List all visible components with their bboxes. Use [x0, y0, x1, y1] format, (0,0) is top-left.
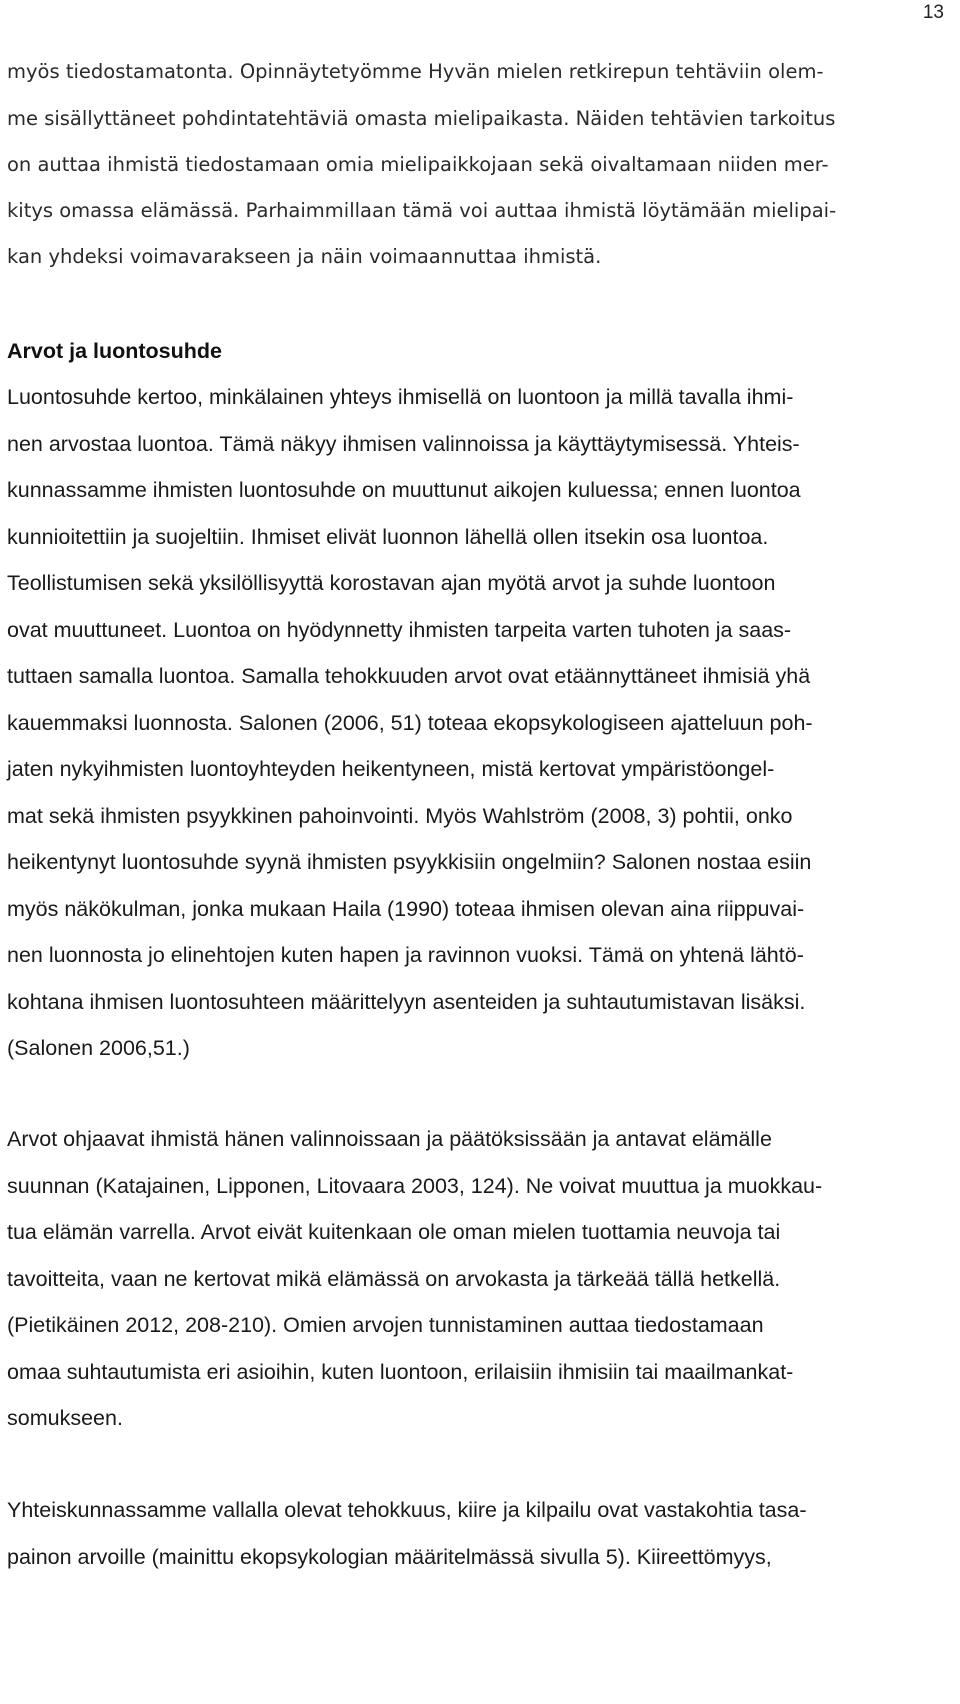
text-line: (Pietikäinen 2012, 208-210). Omien arvojen tunnistaminen auttaa tiedostamaan — [7, 1313, 764, 1337]
page-number: 13 — [922, 2, 944, 23]
text-line: kan yhdeksi voimavarakseen ja näin voimaannuttaa ihmistä. — [7, 245, 602, 268]
text-line: jaten nykyihmisten luontoyhteyden heikentyneen, mistä kertovat ympäristöongel- — [7, 757, 775, 781]
text-line: nen arvostaa luontoa. Tämä näkyy ihmisen valinnoissa ja käyttäytymisessä. Yhteis- — [7, 432, 800, 456]
text-line: on auttaa ihmistä tiedostamaan omia mielipaikkojaan sekä oivaltamaan niiden mer- — [7, 153, 829, 176]
text-line: Arvot ohjaavat ihmistä hänen valinnoissaan ja päätöksissään ja antavat elämälle — [7, 1127, 772, 1151]
text-line: suunnan (Katajainen, Lipponen, Litovaara 2003, 124). Ne voivat muuttua ja muokkau- — [7, 1174, 823, 1198]
text-line: kitys omassa elämässä. Parhaimmillaan tämä voi auttaa ihmistä löytämään mielipai- — [7, 199, 837, 222]
text-line: tua elämän varrella. Arvot eivät kuitenkaan ole oman mielen tuottamia neuvoja tai — [7, 1220, 781, 1244]
text-line: me sisällyttäneet pohdintatehtäviä omasta mielipaikasta. Näiden tehtävien tarkoitus — [7, 107, 836, 130]
text-line: tavoitteita, vaan ne kertovat mikä elämässä on arvokasta ja tärkeää tällä hetkellä. — [7, 1267, 781, 1291]
text-line: kauemmaksi luonnosta. Salonen (2006, 51) toteaa ekopsykologiseen ajatteluun poh- — [7, 711, 813, 735]
text-line: myös tiedostamatonta. Opinnäytetyömme Hyvän mielen retkirepun tehtäviin olem- — [7, 60, 824, 83]
text-line: (Salonen 2006,51.) — [7, 1036, 190, 1060]
text-line: Yhteiskunnassamme vallalla olevat tehokkuus, kiire ja kilpailu ovat vastakohtia tasa- — [7, 1498, 807, 1522]
text-line: myös näkökulman, jonka mukaan Haila (1990) toteaa ihmisen olevan aina riippuvai- — [7, 897, 805, 921]
text-line: Teollistumisen sekä yksilöllisyyttä korostavan ajan myötä arvot ja suhde luontoon — [7, 571, 776, 595]
text-line: Luontosuhde kertoo, minkälainen yhteys ihmisellä on luontoon ja millä tavalla ihmi- — [7, 385, 794, 409]
text-line: ovat muuttuneet. Luontoa on hyödynnetty ihmisten tarpeita varten tuhoten ja saas- — [7, 618, 792, 642]
text-line: mat sekä ihmisten psyykkinen pahoinvointi. Myös Wahlström (2008, 3) pohtii, onko — [7, 804, 793, 828]
text-line: heikentynyt luontosuhde syynä ihmisten psyykkisiin ongelmiin? Salonen nostaa esiin — [7, 850, 812, 874]
text-line: somukseen. — [7, 1406, 123, 1430]
text-line: tuttaen samalla luontoa. Samalla tehokkuuden arvot ovat etäännyttäneet ihmisiä yhä — [7, 664, 811, 688]
text-line: nen luonnosta jo elinehtojen kuten hapen ja ravinnon vuoksi. Tämä on yhtenä lähtö- — [7, 943, 804, 967]
text-line: painon arvoille (mainittu ekopsykologian määritelmässä sivulla 5). Kiireettömyys, — [7, 1545, 772, 1569]
text-line: kunnioitettiin ja suojeltiin. Ihmiset elivät luonnon lähellä ollen itsekin osa luontoa. — [7, 525, 769, 549]
text-line: kunnassamme ihmisten luontosuhde on muuttunut aikojen kuluessa; ennen luontoa — [7, 478, 801, 502]
text-line: omaa suhtautumista eri asioihin, kuten luontoon, erilaisiin ihmisiin tai maailmankat- — [7, 1360, 794, 1384]
section-heading: Arvot ja luontosuhde — [7, 339, 222, 363]
text-line: kohtana ihmisen luontosuhteen määrittelyyn asenteiden ja suhtautumistavan lisäksi. — [7, 990, 806, 1014]
